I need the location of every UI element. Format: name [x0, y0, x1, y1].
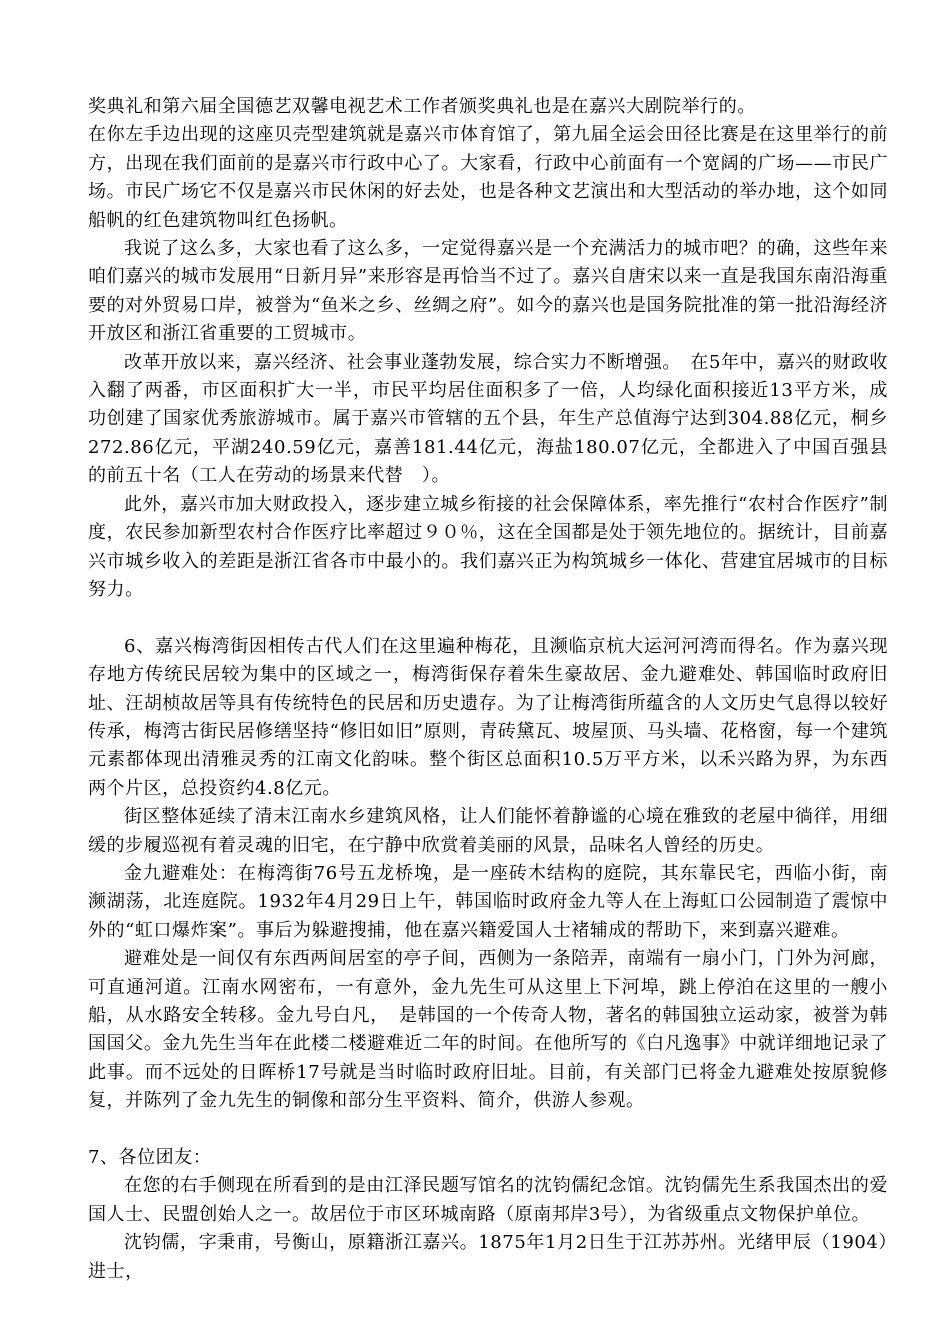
paragraph-theater-ceremony: 奖典礼和第六届全国德艺双馨电视艺术工作者颁奖典礼也是在嘉兴大剧院举行的。 — [88, 96, 756, 117]
paragraph-economic-growth: 改革开放以来，嘉兴经济、社会事业蓬勃发展，综合实力不断增强。 在5年中，嘉兴的财政收入翻了两番，市区面积扩大一半，市民平均居住面积多了一倍，人均绿化面积接近13平方米，成功创建了国家优秀旅游城市。属于嘉兴市管辖的五个县，年生产总值海宁达到304.88亿元，桐乡272.86亿元，平湖240.59亿元，嘉善181.44亿元，海盐180.07亿元，全都进入了中国百强县的前五十名（工人在劳动的场景来代替 ）。 — [88, 351, 888, 487]
paragraph-kim-gu-refuge: 金九避难处：在梅湾街76号五龙桥堍，是一座砖木结构的庭院，其东靠民宅，西临小街，南濒湖荡，北连庭院。1932年4月29日上午，韩国临时政府金九等人在上海虹口公园制造了震惊中外的“虹口爆炸案”。事后为躲避搜捕，他在嘉兴籍爱国人士褚辅成的帮助下，来到嘉兴避难。 — [88, 862, 888, 941]
paragraph-spacer — [88, 1116, 888, 1144]
paragraph-spacer — [88, 604, 888, 632]
paragraph-social-security: 此外，嘉兴市加大财政投入，逐步建立城乡衔接的社会保障体系，率先推行“农村合作医疗”制度，农民参加新型农村合作医疗比率超过９０％，这在全国都是处于领先地位的。据统计，目前嘉兴市城乡收入的差距是浙江省各市中最小的。我们嘉兴正为构筑城乡一体化、营建宜居城市的目标努力。 — [88, 493, 888, 600]
paragraph-shen-junru-memorial: 在您的右手侧现在所看到的是由江泽民题写馆名的沈钧儒纪念馆。沈钧儒先生系我国杰出的爱国人士、民盟创始人之一。故居位于市区环城南路（原南邦岸3号），为省级重点文物保护单位。 — [88, 1175, 888, 1225]
paragraph-city-vitality: 我说了这么多，大家也看了这么多，一定觉得嘉兴是一个充满活力的城市吧？的确，这些年来咱们嘉兴的城市发展用“日新月异”来形容是再恰当不过了。嘉兴自唐宋以来一直是我国东南沿海重要的对外贸易口岸，被誉为“鱼米之乡、丝绸之府”。如今的嘉兴也是国务院批准的第一批沿海经济开放区和浙江省重要的工贸城市。 — [88, 238, 888, 345]
paragraph-meiwan-street: 6、嘉兴梅湾街因相传古代人们在这里遍种梅花，且濒临京杭大运河河湾而得名。作为嘉兴现存地方传统民居较为集中的区域之一，梅湾街保存着朱生豪故居、金九避难处、韩国临时政府旧址、汪胡桢故居等具有传统特色的民居和历史遗存。为了让梅湾街所蕴含的人文历史气息得以较好传承，梅湾古街民居修缮坚持“修旧如旧”原则，青砖黛瓦、坡屋顶、马头墙、花格窗，每一个建筑元素都体现出清雅灵秀的江南文化韵味。整个街区总面积10.5万平方米，以禾兴路为界，为东西两个片区，总投资约4.8亿元。 — [88, 635, 888, 799]
paragraph-shen-junru-bio: 沈钧儒，字秉甫，号衡山，原籍浙江嘉兴。1875年1月2日生于江苏苏州。光绪甲辰（1904）进士， — [88, 1232, 888, 1282]
document-body — [88, 93, 888, 1286]
paragraph-stadium-civic-plaza: 在你左手边出现的这座贝壳型建筑就是嘉兴市体育馆了，第九届全运会田径比赛是在这里举行的前方，出现在我们面前的是嘉兴市行政中心了。大家看，行政中心前面有一个宽阔的广场——市民广场。市民广场它不仅是嘉兴市民休闲的好去处，也是各种文艺演出和大型活动的举办地，这个如同船帆的红色建筑物叫红色扬帆。 — [88, 124, 888, 231]
section-heading-7: 7、各位团友： — [88, 1147, 212, 1168]
paragraph-refuge-house: 避难处是一间仅有东西两间居室的亭子间，西侧为一条陪弄，南端有一扇小门，门外为河廊，可直通河道。江南水网密布，一有意外，金九先生可从这里上下河埠，跳上停泊在这里的一艘小船，从水路安全转移。金九号白凡， 是韩国的一个传奇人物，著名的韩国独立运动家，被誉为韩国国父。金九先生当年在此楼二楼避难近二年的时间。在他所写的《白凡逸事》中就详细地记录了此事。而不远处的日晖桥17号就是当时临时政府旧址。目前，有关部门已将金九避难处按原貌修复，并陈列了金九先生的铜像和部分生平资料、简介，供游人参观。 — [88, 948, 888, 1112]
paragraph-district-style: 街区整体延续了清末江南水乡建筑风格，让人们能怀着静谧的心境在雅致的老屋中徜徉，用细缓的步履巡视有着灵魂的旧宅，在宁静中欣赏着美丽的风景，品味名人曾经的历史。 — [88, 806, 888, 856]
